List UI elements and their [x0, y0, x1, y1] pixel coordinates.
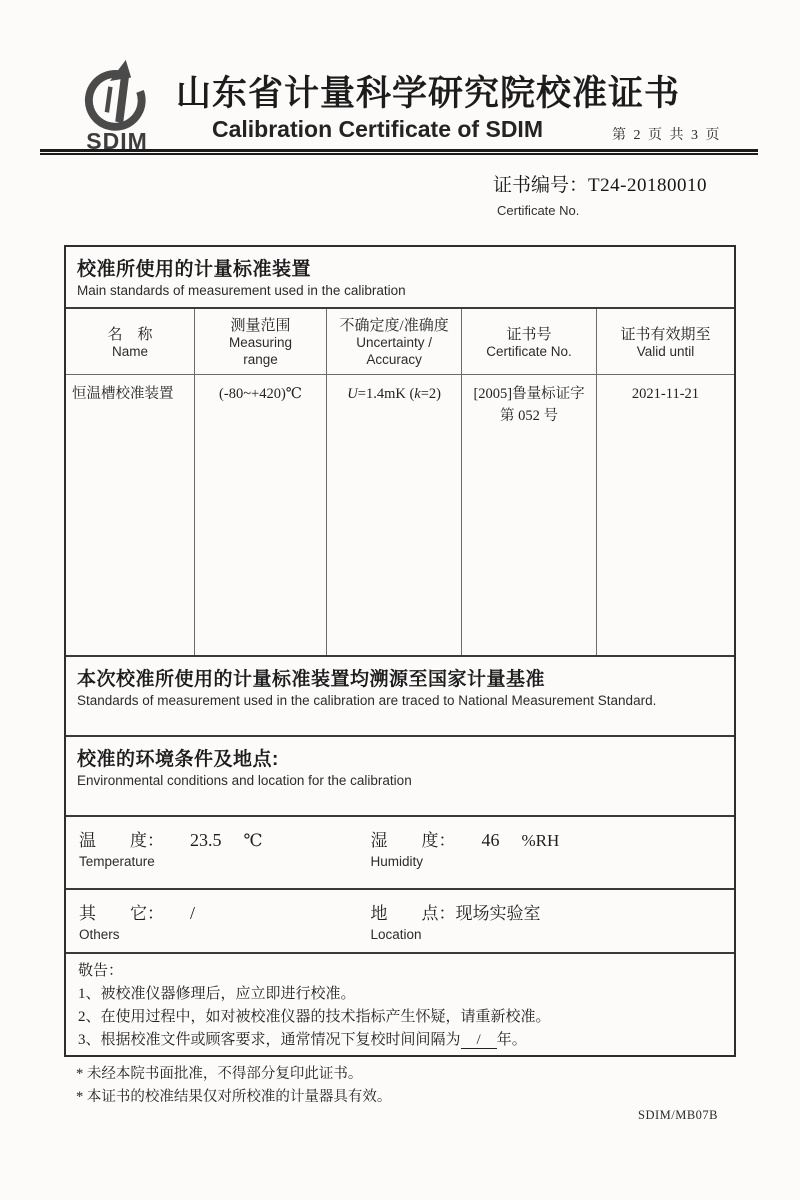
others-label-en: Others	[79, 927, 120, 942]
column-header-certificate-no: 证书号 Certificate No.	[462, 309, 597, 375]
column-header-name: 名 称 Name	[66, 309, 195, 375]
header-divider	[40, 149, 758, 155]
recalibration-interval-blank: /	[461, 1032, 497, 1049]
location-label: 地 点：	[370, 904, 456, 923]
location-label-en: Location	[370, 927, 422, 942]
humidity-label: 湿 度：	[370, 831, 456, 850]
cell-uncertainty: U=1.4mK (k=2)	[327, 375, 462, 655]
standards-title-en: Main standards of measurement used in the calibration	[77, 283, 406, 298]
footer-notes	[76, 1063, 391, 1109]
temperature-label: 温 度：	[79, 831, 164, 850]
standards-table-row	[66, 375, 734, 655]
footer-note-1: * 未经本院书面批准，不得部分复印此证书。	[76, 1066, 363, 1082]
humidity-unit: %RH	[521, 831, 560, 850]
location-field	[370, 899, 734, 952]
notice-title: 敬告：	[78, 963, 124, 979]
traceability-cn: 本次校准所使用的计量标准装置均溯源至国家计量基准	[77, 669, 546, 690]
others-location-row	[66, 888, 734, 952]
column-header-measuring-range: 测量范围 Measuring range	[195, 309, 327, 375]
environment-title-cn: 校准的环境条件及地点:	[77, 749, 279, 770]
certificate-number-label: 证书编号：	[493, 175, 589, 196]
form-code: SDIM/MB07B	[638, 1108, 719, 1122]
page-number: 第 2 页 共 3 页	[612, 128, 722, 143]
temperature-unit: ℃	[243, 831, 263, 850]
certificate-body-box	[64, 245, 736, 1057]
notice-item-2: 2、在使用过程中，如对被校准仪器的技术指标产生怀疑，请重新校准。	[78, 1009, 551, 1025]
humidity-value: 46	[481, 830, 500, 850]
cell-valid-until: 2021-11-21	[631, 386, 700, 402]
cell-certificate-no: [2005]鲁量标证字 第 052 号	[462, 375, 597, 655]
humidity-label-en: Humidity	[370, 854, 423, 869]
temperature-label-en: Temperature	[79, 854, 155, 869]
standards-section-title	[66, 247, 734, 307]
certificate-number	[493, 170, 707, 197]
environment-title-en: Environmental conditions and location for the calibration	[77, 773, 412, 788]
cell-standard-name: 恒温槽校准装置	[66, 375, 195, 655]
certificate-number-value: T24-20180010	[588, 175, 707, 196]
logo-text: SDIM	[86, 128, 148, 154]
standards-table-header	[66, 307, 734, 375]
traceability-statement	[66, 655, 734, 735]
sdim-circle-arrow-icon	[62, 58, 172, 134]
notice-section	[66, 952, 734, 1055]
humidity-field	[370, 826, 734, 888]
others-field	[79, 899, 370, 952]
others-label: 其 它：	[79, 904, 164, 923]
notice-item-1: 1、被校准仪器修理后，应立即进行校准。	[78, 986, 356, 1002]
environment-section-title	[66, 735, 734, 815]
traceability-en: Standards of measurement used in the calibration are traced to National Measurement Standard.	[77, 693, 657, 708]
temperature-humidity-row	[66, 815, 734, 888]
footer-note-2: * 本证书的校准结果仅对所校准的计量器具有效。	[76, 1089, 392, 1105]
others-value: /	[190, 903, 196, 923]
standards-title-cn: 校准所使用的计量标准装置	[77, 259, 312, 280]
temperature-field	[79, 826, 370, 888]
cell-measuring-range: (-80~+420)℃	[195, 375, 327, 655]
main-title-english: Calibration Certificate of SDIM	[212, 116, 543, 142]
notice-item-3: 3、根据校准文件或顾客要求，通常情况下复校时间间隔为 / 年。	[78, 1032, 527, 1048]
certificate-number-label-en: Certificate No.	[497, 203, 580, 218]
temperature-value: 23.5	[190, 830, 222, 850]
column-header-valid-until: 证书有效期至 Valid until	[597, 309, 734, 375]
main-title-chinese: 山东省计量科学研究院校准证书	[176, 74, 681, 113]
column-header-uncertainty: 不确定度/准确度 Uncertainty / Accuracy	[327, 309, 462, 375]
location-value: 现场实验室	[455, 904, 541, 923]
